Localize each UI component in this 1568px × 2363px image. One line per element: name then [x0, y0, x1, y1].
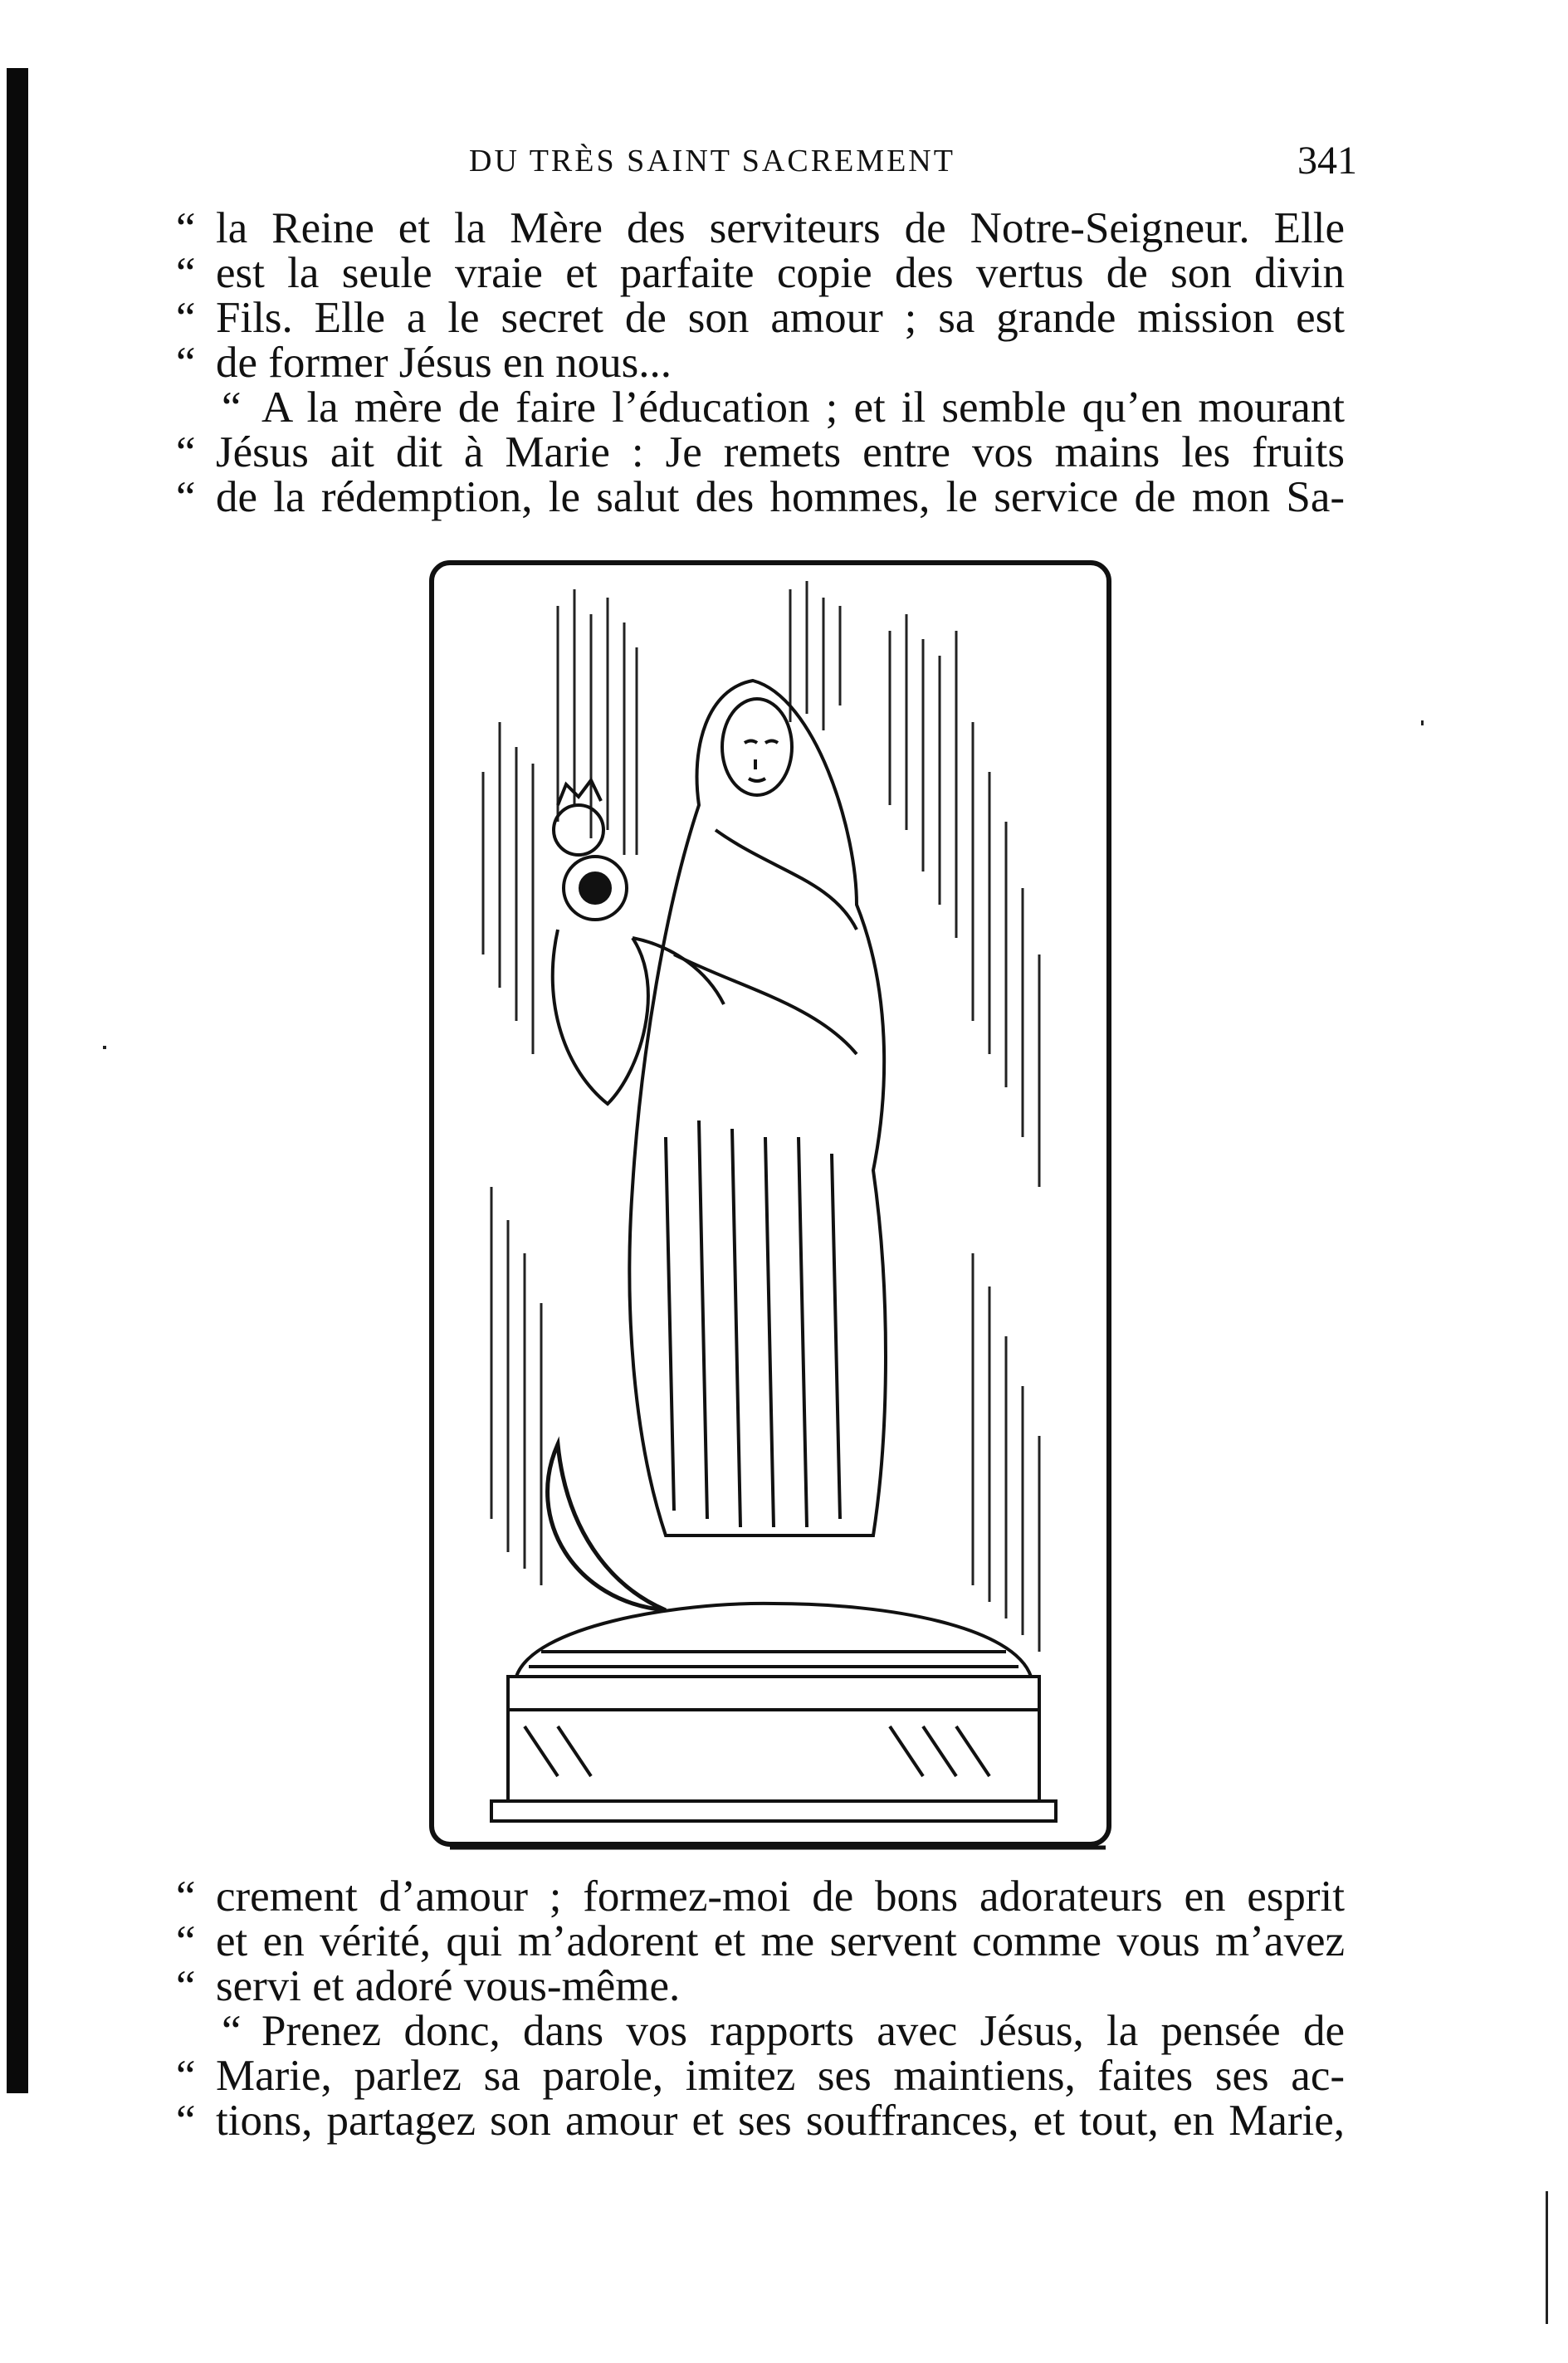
virgin-figure — [629, 681, 886, 1535]
quote-mark: “ — [176, 428, 196, 476]
text-line — [176, 2098, 1345, 2143]
child-with-monstrance — [553, 780, 724, 1104]
text-line — [176, 475, 1345, 520]
quote-mark: “ — [176, 1962, 196, 2010]
quote-mark: “ — [176, 473, 196, 521]
scan-edge-bar — [7, 68, 28, 2093]
text-line — [176, 251, 1345, 295]
quote-mark: “ — [176, 204, 196, 252]
page-header — [469, 139, 1357, 193]
page-number: 341 — [1297, 139, 1357, 183]
line-text: servi et adoré vous-même. — [216, 1962, 681, 2010]
line-text: de la rédemption, le salut des hommes, le service de mon Sa- — [216, 473, 1345, 521]
line-text: Jésus ait dit à Marie : Je remets entre vos mains les fruits — [216, 428, 1345, 476]
madonna-statue-engraving — [425, 556, 1116, 1851]
quote-mark: “ — [176, 294, 196, 342]
quote-mark: “ — [222, 383, 242, 432]
text-line — [176, 2009, 1345, 2053]
running-title: DU TRÈS SAINT SACREMENT — [469, 144, 955, 178]
quote-mark: “ — [176, 2052, 196, 2100]
quote-mark: “ — [222, 2007, 242, 2055]
line-text: et en vérité, qui m’adorent et me servent comme vous m’avez — [216, 1917, 1345, 1965]
star-globe-pedestal — [491, 1604, 1056, 1821]
line-text: Prenez donc, dans vos rapports avec Jésus, la pensée de — [261, 2007, 1345, 2055]
line-text: la Reine et la Mère des serviteurs de Notre-Seigneur. Elle — [216, 204, 1345, 252]
quote-mark: “ — [176, 1872, 196, 1921]
scan-speck — [1546, 2191, 1548, 2324]
text-line — [176, 1919, 1345, 1964]
line-text: A la mère de faire l’éducation ; et il semble qu’en mourant — [261, 383, 1345, 432]
line-text: est la seule vraie et parfaite copie des vertus de son divin — [216, 249, 1345, 297]
text-line — [176, 206, 1345, 251]
quote-mark: “ — [176, 339, 196, 387]
quote-mark: “ — [176, 1917, 196, 1965]
text-line — [176, 1964, 1345, 2009]
text-line — [176, 430, 1345, 475]
paragraph-after-illustration — [176, 1874, 1345, 2143]
scan-speck — [103, 1046, 106, 1049]
quote-mark: “ — [176, 249, 196, 297]
text-line — [176, 1874, 1345, 1919]
text-line — [176, 295, 1345, 340]
text-line — [176, 340, 1345, 385]
line-text: Fils. Elle a le secret de son amour ; sa grande mission est — [216, 294, 1345, 342]
line-text: Marie, parlez sa parole, imitez ses maintiens, faites ses ac- — [216, 2052, 1345, 2100]
scan-speck — [1421, 720, 1424, 725]
paragraph-before-illustration — [176, 206, 1345, 520]
line-text: de former Jésus en nous... — [216, 339, 672, 387]
text-line — [176, 385, 1345, 430]
line-text: tions, partagez son amour et ses souffrances, et tout, en Marie, — [216, 2097, 1345, 2145]
line-text: crement d’amour ; formez-moi de bons adorateurs en esprit — [216, 1872, 1345, 1921]
quote-mark: “ — [176, 2097, 196, 2145]
text-line — [176, 2053, 1345, 2098]
